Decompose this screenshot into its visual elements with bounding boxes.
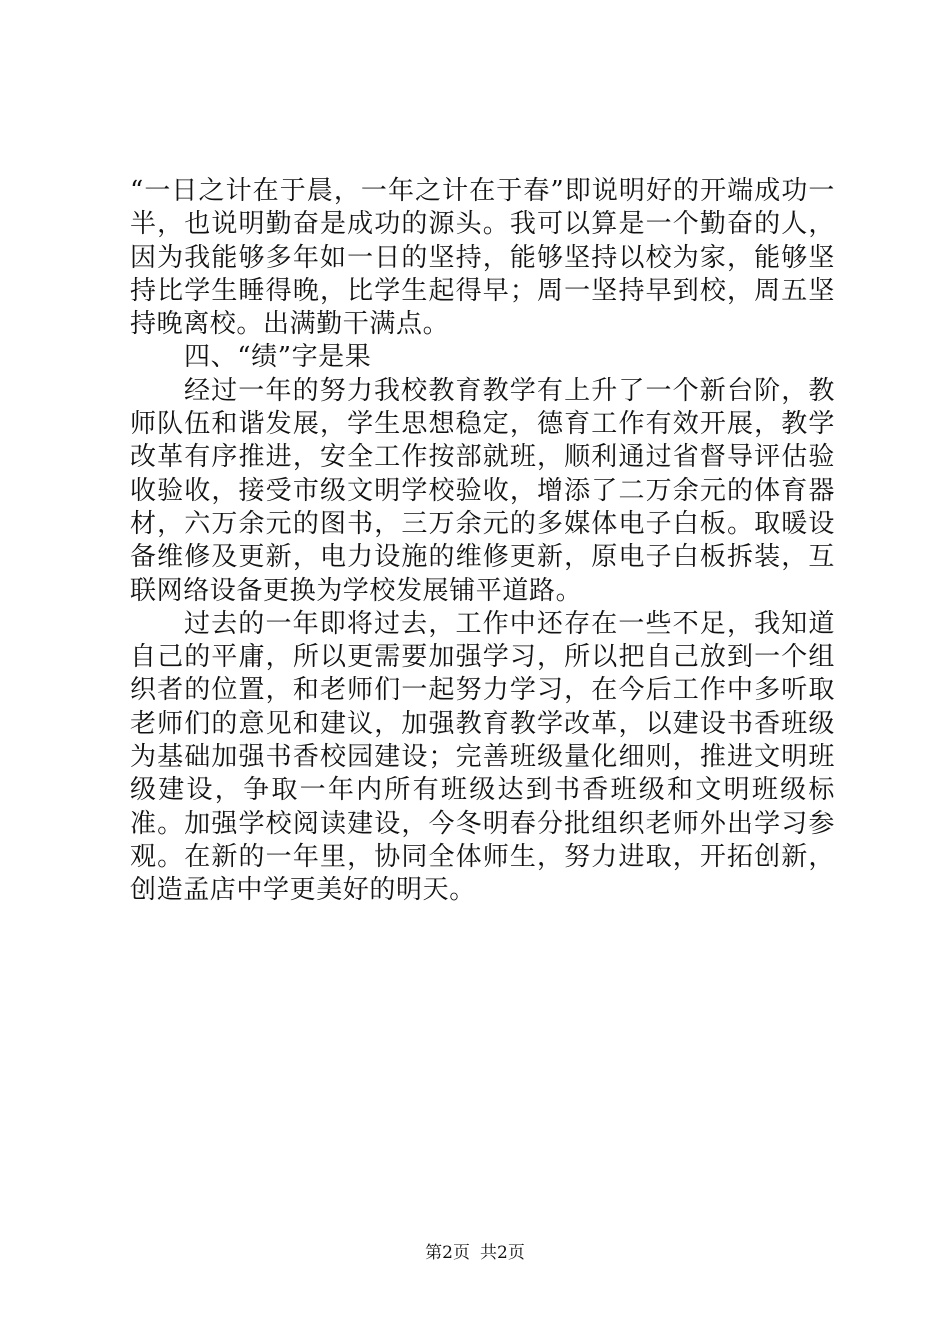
paragraph-achievements: 经过一年的努力我校教育教学有上升了一个新台阶，教师队伍和谐发展，学生思想稳定，德育工作有效开展，教学改革有序推进，安全工作按部就班，顺利通过省督导评估验收验收，接受市级文明学校验收，增添了二万余元的体育器材，六万余元的图书，三万余元的多媒体电子白板。取暖设备维修及更新，电力设施的维修更新，原电子白板拆装，互联网络设备更换为学校发展铺平道路。 bbox=[130, 375, 835, 606]
paragraph-future-plans: 过去的一年即将过去，工作中还存在一些不足，我知道自己的平庸，所以更需要加强学习，所以把自己放到一个组织者的位置，和老师们一起努力学习，在今后工作中多听取老师们的意见和建议，加强教育教学改革，以建设书香班级为基础加强书香校园建设；完善班级量化细则，推进文明班级建设，争取一年内所有班级达到书香班级和文明班级标准。加强学校阅读建设，今冬明春分批组织老师外出学习参观。在新的一年里，协同全体师生，努力进取，开拓创新，创造孟店中学更美好的明天。 bbox=[130, 608, 835, 906]
document-body bbox=[130, 175, 835, 908]
page-total: 共2页 bbox=[480, 1243, 525, 1263]
paragraph-diligence-conclusion: “一日之计在于晨，一年之计在于春”即说明好的开端成功一半，也说明勤奋是成功的源头。我可以算是一个勤奋的人，因为我能够多年如一日的坚持，能够坚持以校为家，能够坚持比学生睡得晚，比学生起得早；周一坚持早到校，周五坚持晚离校。出满勤干满点。 bbox=[130, 176, 835, 340]
section-heading-achievement: 四、“绩”字是果 bbox=[184, 342, 372, 373]
page-number: 第2页 bbox=[425, 1243, 470, 1263]
page-footer bbox=[0, 1243, 950, 1263]
